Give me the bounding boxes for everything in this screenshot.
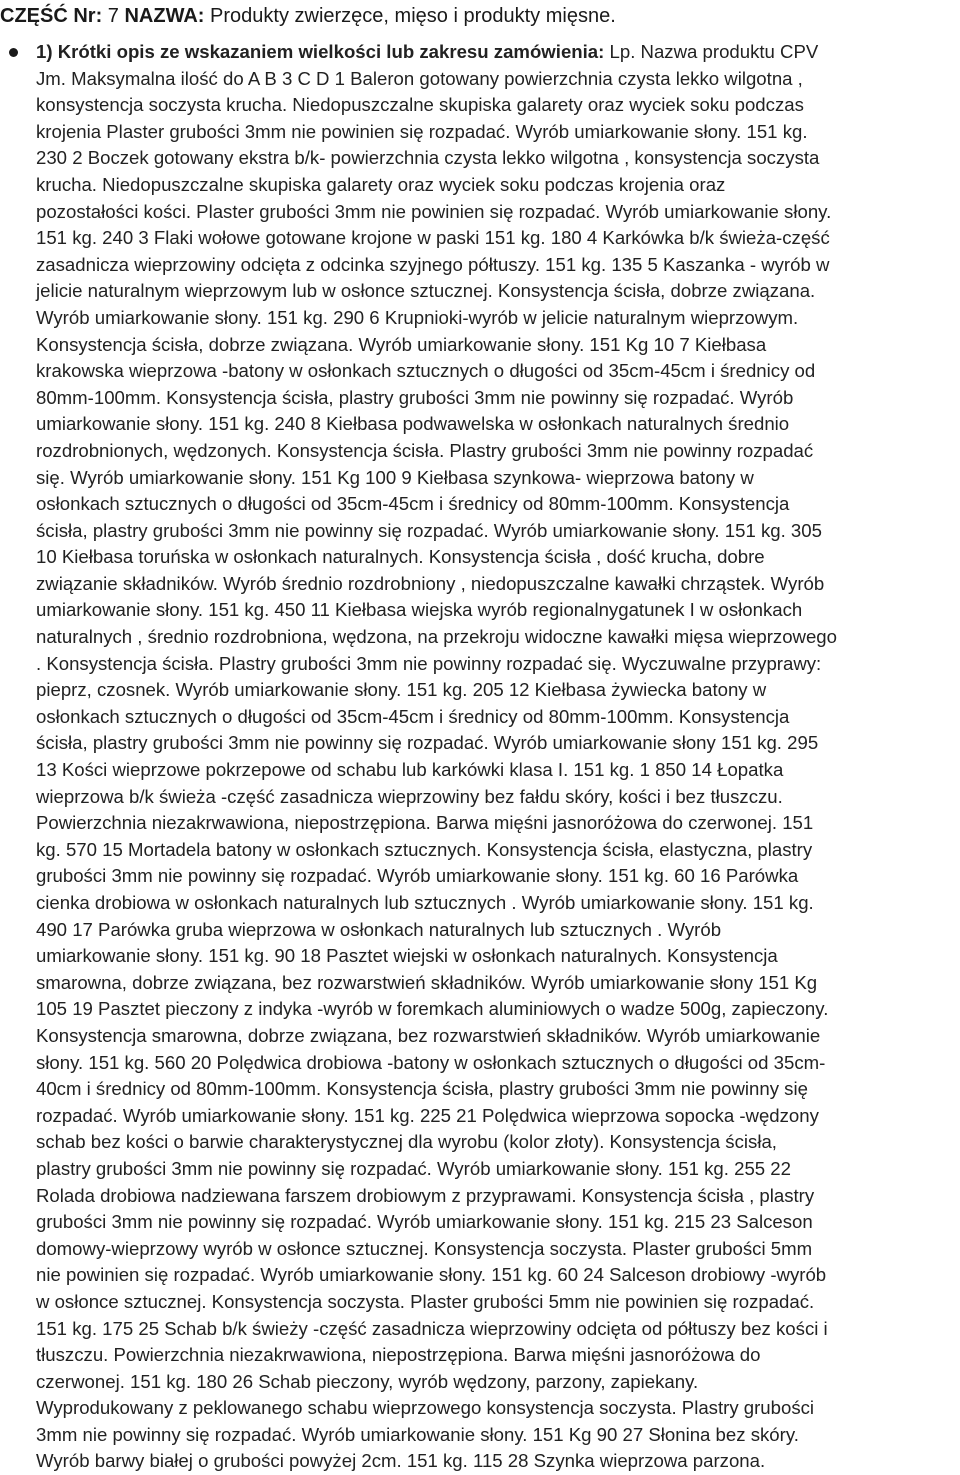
description-line: pieprz, czosnek. Wyrób umiarkowanie słony. 151 kg. 205 12 Kiełbasa żywiecka batony w [36,679,767,701]
description-line: 40cm i średnicy od 80mm-100mm. Konsystencja ścisła, plastry grubości 3mm nie powinny się [36,1078,808,1100]
description-line: Konsystencja ścisła, dobrze związana. Wyrób umiarkowanie słony. 151 Kg 10 7 Kiełbasa [36,333,767,355]
description-text [36,39,956,1475]
description-line: osłonkach sztucznych o długości od 35cm-45cm i średnicy od 80mm-100mm. Konsystencja [36,705,790,727]
description-line: 151 kg. 175 25 Schab b/k świeży -część zasadnicza wieprzowiny odcięta od półtuszy bez kości i [36,1317,828,1339]
description-line: grubości 3mm nie powinny się rozpadać. Wyrób umiarkowanie słony. 151 kg. 60 16 Parówka [36,865,799,887]
description-line: Wyrób barwy białej o grubości powyżej 2cm. 151 kg. 115 28 Szynka wieprzowa parzona. [36,1450,766,1472]
description-line: w osłonce sztucznej. Konsystencja soczysta. Plaster grubości 5mm nie powinien się rozpadać. [36,1290,815,1312]
description-line: Konsystencja smarowna, dobrze związana, bez rozwarstwień składników. Wyrób umiarkowanie [36,1024,821,1046]
description-line: Rolada drobiowa nadziewana farszem drobiowym z przyprawami. Konsystencja ścisła , plastry [36,1184,815,1206]
description-line: umiarkowanie słony. 151 kg. 450 11 Kiełbasa wiejska wyrób regionalnygatunek I w osłonkach [36,599,803,621]
description-line: tłuszczu. Powierzchnia niezakrwawiona, niepostrzępiona. Barwa mięśni jasnoróżowa do [36,1344,761,1366]
description-line: krucha. Niedopuszczalne skupiska galarety oraz wyciek soku podczas krojenia oraz [36,173,726,195]
description-list-item [36,39,956,1475]
description-line: umiarkowanie słony. 151 kg. 90 18 Pasztet wiejski w osłonkach naturalnych. Konsystencja [36,945,778,967]
description-line: 230 2 Boczek gotowany ekstra b/k- powierzchnia czysta lekko wilgotna , konsystencja soczysta [36,147,820,169]
description-line: związanie składników. Wyrób średnio rozdrobniony , niedopuszczalne kawałki chrząstek. Wyrób [36,572,825,594]
part-number: 7 [107,5,119,27]
description-line: osłonkach sztucznych o długości od 35cm-45cm i średnicy od 80mm-100mm. Konsystencja [36,493,790,515]
description-line: rozpadać. Wyrób umiarkowanie słony. 151 kg. 225 21 Polędwica wieprzowa sopocka -wędzony [36,1104,819,1126]
description-line: słony. 151 kg. 560 20 Polędwica drobiowa -batony w osłonkach sztucznych o długości od 35cm- [36,1051,826,1073]
description-line: schab bez kości o barwie charakterystycznej dla wyrobu (kolor złoty). Konsystencja ścisła, [36,1131,777,1153]
description-line: ścisła, plastry grubości 3mm nie powinny się rozpadać. Wyrób umiarkowanie słony 151 kg. 295 [36,732,819,754]
description-line: nie powinien się rozpadać. Wyrób umiarkowanie słony. 151 kg. 60 24 Salceson drobiowy -wyrób [36,1264,827,1286]
bullet-icon [9,48,18,57]
section-heading: 1) Krótki opis ze wskazaniem wielkości lub zakresu zamówienia: [36,41,605,62]
description-first-line [36,39,956,66]
description-line: 105 19 Pasztet pieczony z indyka -wyrób w foremkach aluminiowych o wadze 500g, zapieczony. [36,998,829,1020]
description-line: Powierzchnia niezakrwawiona, niepostrzępiona. Barwa mięśni jasnoróżowa do czerwonej. 151 [36,812,814,834]
description-line: domowy-wieprzowy wyrób w osłonce sztucznej. Konsystencja soczysta. Plaster grubości 5mm [36,1237,813,1259]
part-header [0,3,960,29]
description-line: wieprzowa b/k świeża -część zasadnicza wieprzowiny bez fałdu skóry, kości i bez tłuszczu. [36,785,783,807]
description-line: zasadnicza wieprzowiny odcięta z odcinka szyjnego półtuszy. 151 kg. 135 5 Kaszanka - wyrób w [36,253,830,275]
description-line: Wyrób umiarkowanie słony. 151 kg. 290 6 Krupnioki-wyrób w jelicie naturalnym wieprzowym. [36,306,799,328]
description-line: jelicie naturalnym wieprzowym lub w osłonce sztucznej. Konsystencja ścisła, dobrze związana. [36,280,816,302]
description-line: 80mm-100mm. Konsystencja ścisła, plastry grubości 3mm nie powinny się rozpadać. Wyrób [36,386,794,408]
description-line: Wyprodukowany z peklowanego schabu wieprzowego konsystencja soczysta. Plastry grubości [36,1397,815,1419]
description-line: cienka drobiowa w osłonkach naturalnych lub sztucznych . Wyrób umiarkowanie słony. 151 kg. [36,892,814,913]
description-line: grubości 3mm nie powinny się rozpadać. Wyrób umiarkowanie słony. 151 kg. 215 23 Salceson [36,1211,813,1233]
part-label: CZĘŚĆ Nr: [0,5,103,27]
description-line: umiarkowanie słony. 151 kg. 240 8 Kiełbasa podwawelska w osłonkach naturalnych średnio [36,413,790,435]
description-line: . Konsystencja ścisła. Plastry grubości 3mm nie powinny rozpadać się. Wyczuwalne przyprawy: [36,652,822,674]
description-line: smarowna, dobrze związana, bez rozwarstwień składników. Wyrób umiarkowanie słony 151 Kg [36,971,818,993]
description-line: 151 kg. 240 3 Flaki wołowe gotowane krojone w paski 151 kg. 180 4 Karkówka b/k świeża-część [36,227,830,249]
description-line: plastry grubości 3mm nie powinny się rozpadać. Wyrób umiarkowanie słony. 151 kg. 255 22 [36,1157,791,1179]
description-line: 490 17 Parówka gruba wieprzowa w osłonkach naturalnych lub sztucznych . Wyrób [36,918,722,940]
description-line: się. Wyrób umiarkowanie słony. 151 Kg 100 9 Kiełbasa szynkowa- wieprzowa batony w [36,466,754,488]
description-line: ścisła, plastry grubości 3mm nie powinny się rozpadać. Wyrób umiarkowanie słony. 151 kg. 305 [36,519,822,541]
name-label: NAZWA: [124,5,205,27]
description-line: czerwonej. 151 kg. 180 26 Schab pieczony, wyrób wędzony, parzony, zapiekany. [36,1370,699,1392]
description-line: rozdrobnionych, wędzonych. Konsystencja ścisła. Plastry grubości 3mm nie powinny rozpadać [36,439,814,461]
description-line: pozostałości kości. Plaster grubości 3mm nie powinien się rozpadać. Wyrób umiarkowanie słony. [36,200,832,222]
description-line: krojenia Plaster grubości 3mm nie powinien się rozpadać. Wyrób umiarkowanie słony. 151 kg. [36,120,808,142]
description-line: Jm. Maksymalna ilość do A B 3 C D 1 Baleron gotowany powierzchnia czysta lekko wilgotna , [36,67,803,89]
section-heading-tail: Lp. Nazwa produktu CPV [609,41,819,62]
description-line: konsystencja soczysta krucha. Niedopuszczalne skupiska galarety oraz wyciek soku podczas [36,94,804,116]
description-line: krakowska wieprzowa -batony w osłonkach sztucznych o długości od 35cm-45cm i średnicy od [36,360,816,382]
name-value: Produkty zwierzęce, mięso i produkty mięsne. [210,5,616,27]
description-line: 10 Kiełbasa toruńska w osłonkach naturalnych. Konsystencja ścisła , dość krucha, dobre [36,546,765,568]
description-line: naturalnych , średnio rozdrobniona, wędzona, na przekroju widoczne kawałki mięsa wieprzowego [36,626,837,648]
description-line: kg. 570 15 Mortadela batony w osłonkach sztucznych. Konsystencja ścisła, elastyczna, plastry [36,838,813,860]
description-line: 3mm nie powinny się rozpadać. Wyrób umiarkowanie słony. 151 Kg 90 27 Słonina bez skóry. [36,1423,799,1445]
description-line: 13 Kości wieprzowe pokrzepowe od schabu lub karkówki klasa I. 151 kg. 1 850 14 Łopatka [36,759,784,781]
